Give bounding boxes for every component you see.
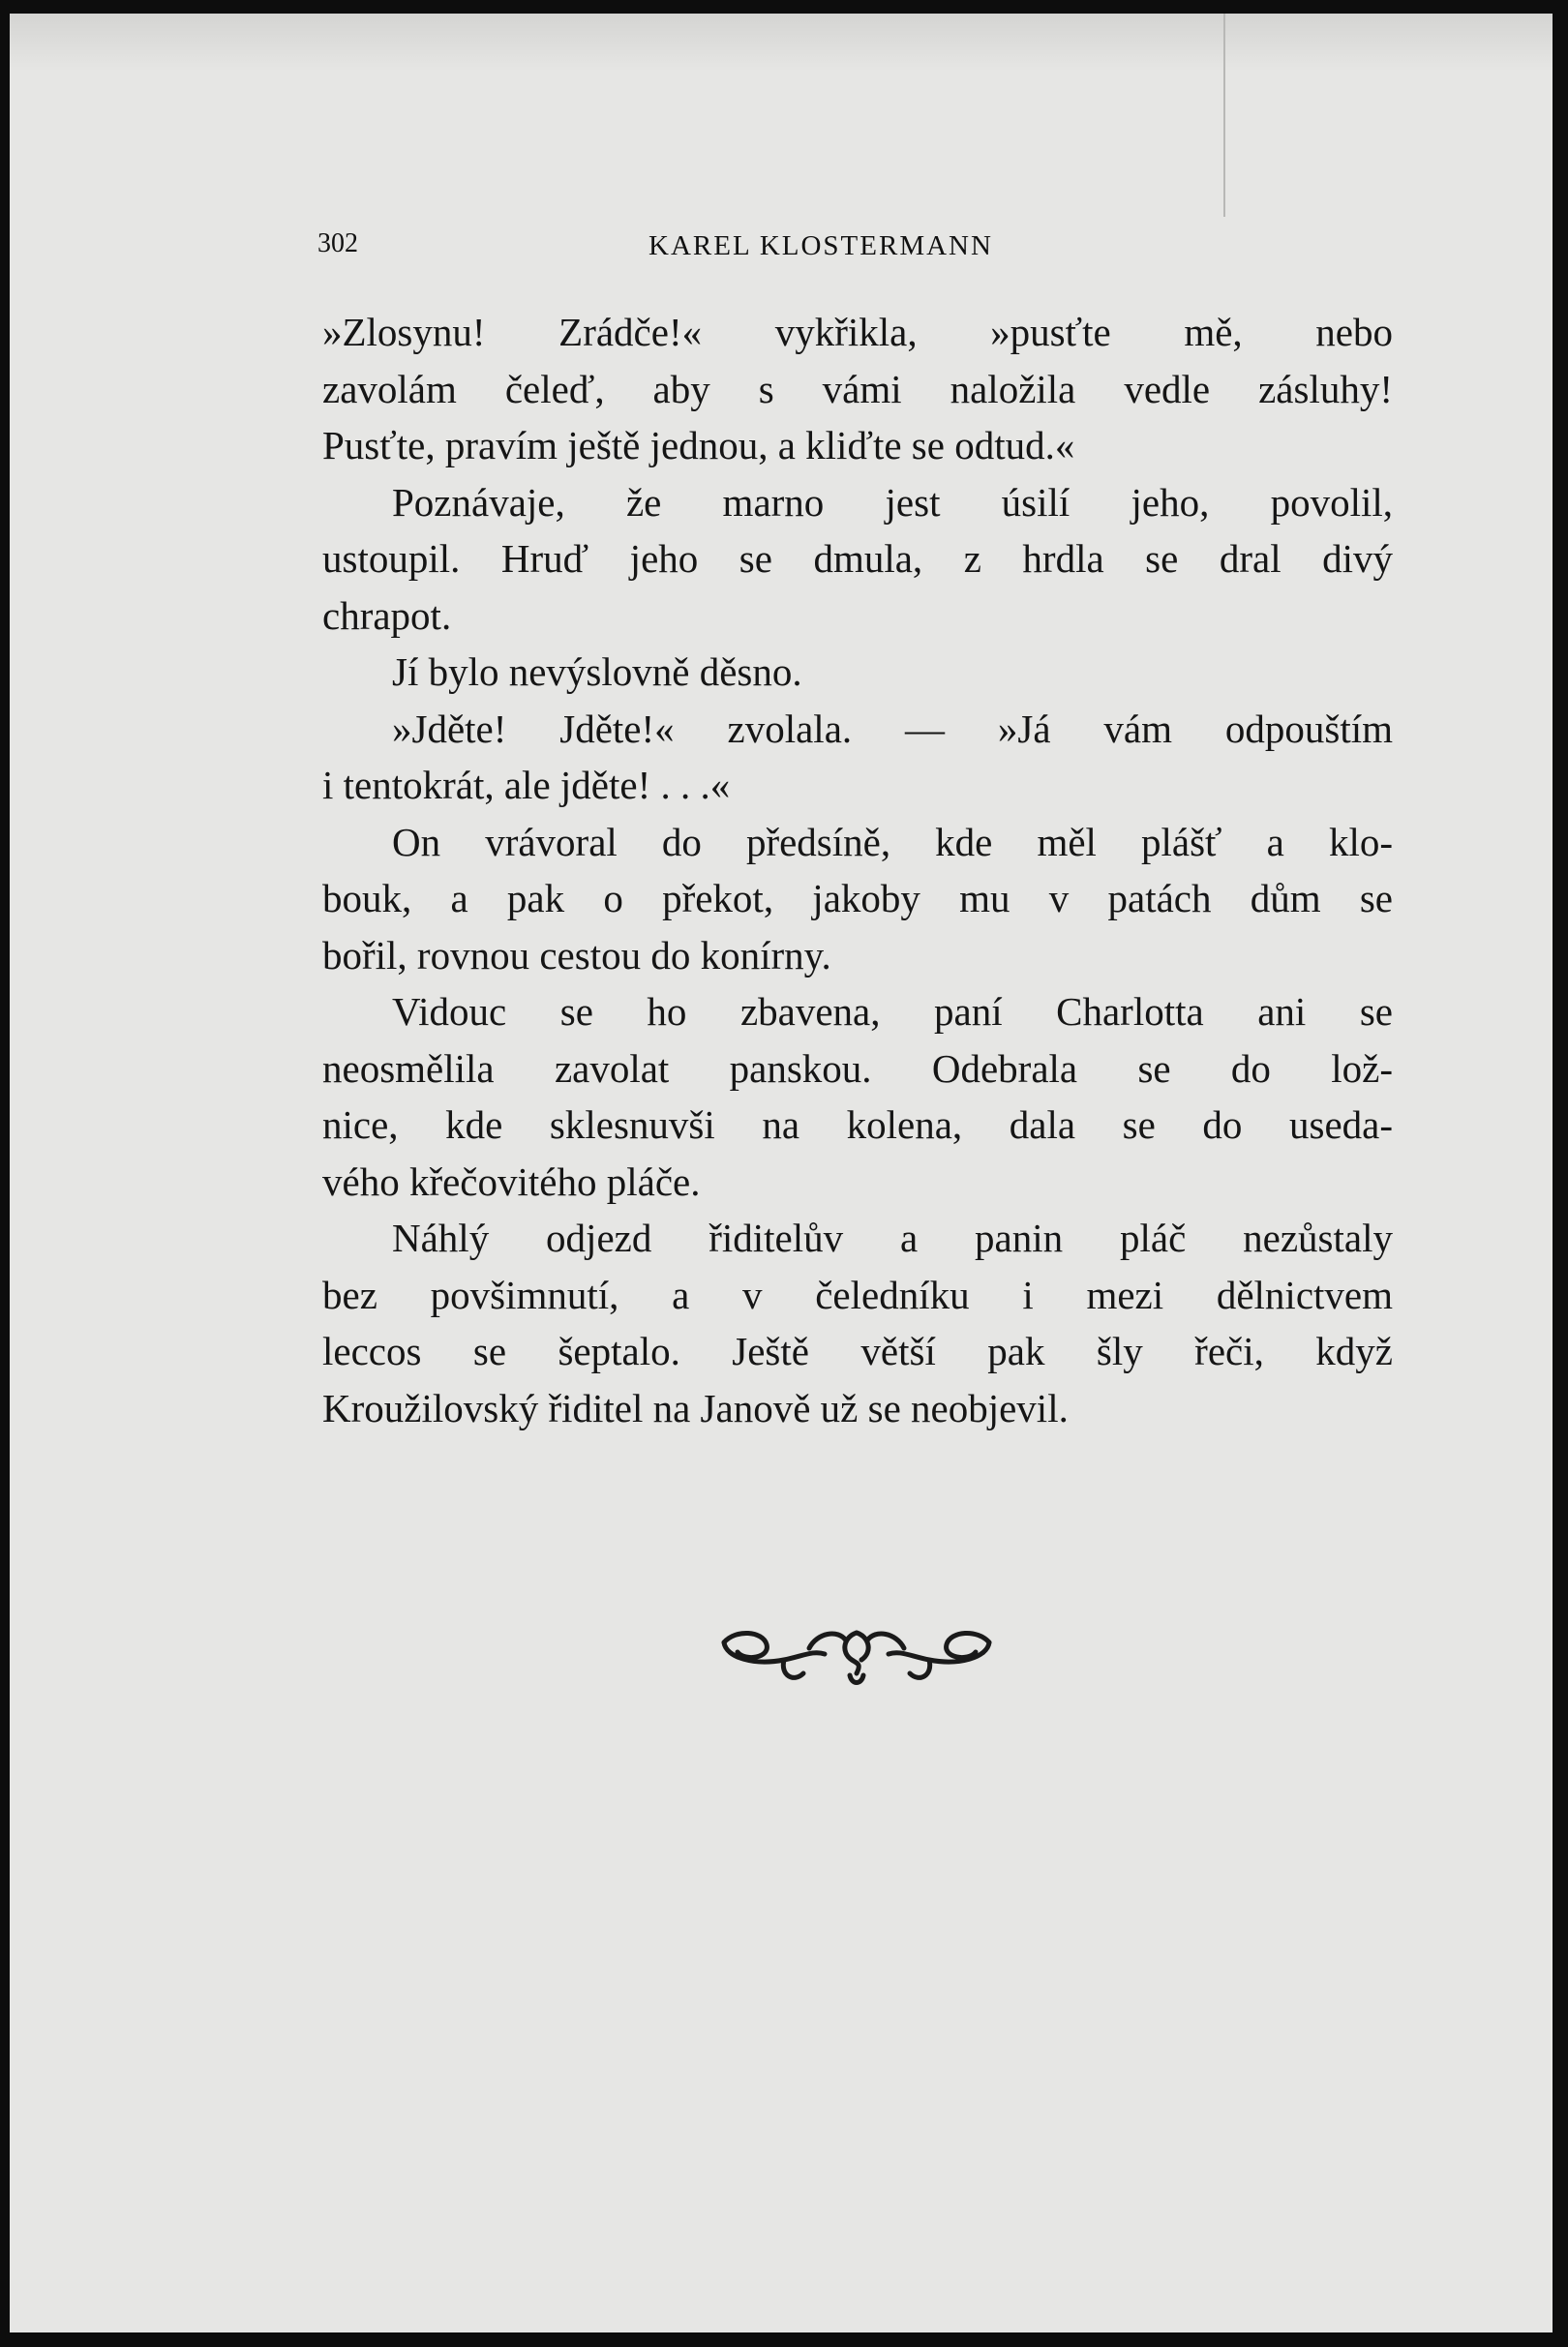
scan-artifact-line — [1223, 14, 1225, 217]
paragraph — [322, 701, 1393, 814]
text-line: Pusťte, pravím ještě jednou, a kliďte se odtud.« — [322, 423, 1075, 467]
book-page — [10, 14, 1553, 2332]
paragraph — [322, 304, 1393, 474]
text-line: Poznávaje, že marno jest úsilí jeho, povolil, — [392, 479, 1393, 525]
paragraph — [322, 983, 1393, 1210]
text-line: vého křečovitého pláče. — [322, 1158, 701, 1204]
text-line: nice, kde sklesnuvši na kolena, dala se do useda- — [322, 1102, 1393, 1147]
body-text — [322, 304, 1393, 1436]
paragraph — [322, 474, 1393, 645]
text-line: i tentokrát, ale jděte! . . .« — [322, 763, 731, 807]
text-line: zavolám čeleď, aby s vámi naložila vedle zásluhy! — [322, 366, 1393, 411]
text-line: bez povšimnutí, a v čeledníku i mezi dělnictvem — [322, 1272, 1393, 1317]
text-line: Vidouc se ho zbavena, paní Charlotta ani se — [392, 989, 1393, 1034]
text-line: Jí bylo nevýslovně děsno. — [392, 649, 802, 694]
paragraph — [322, 814, 1393, 984]
text-line: »Zlosynu! Zrádče!« vykřikla, »pusťte mě, nebo — [322, 310, 1393, 354]
text-line: »Jděte! Jděte!« zvolala. — »Já vám odpouštím — [392, 706, 1393, 751]
page-number: 302 — [317, 228, 358, 258]
text-line: Náhlý odjezd řiditelův a panin pláč nezůstaly — [392, 1216, 1393, 1260]
text-line: Kroužilovský řiditel na Janově už se neobjevil. — [322, 1385, 1069, 1430]
paragraph — [322, 644, 1393, 701]
running-head-author: KAREL KLOSTERMANN — [648, 230, 993, 261]
text-line: bořil, rovnou cestou do konírny. — [322, 932, 831, 978]
text-line: leccos se šeptalo. Ještě větší pak šly řeči, když — [322, 1329, 1393, 1373]
text-line: chrapot. — [322, 592, 452, 638]
paragraph — [322, 1210, 1393, 1436]
text-line: bouk, a pak o překot, jakoby mu v patách dům se — [322, 876, 1393, 920]
text-line: neosmělila zavolat panskou. Odebrala se do lož- — [322, 1045, 1393, 1091]
text-line: On vrávoral do předsíně, kde měl plášť a klo- — [392, 819, 1393, 864]
text-line: ustoupil. Hruď jeho se dmula, z hrdla se dral divý — [322, 536, 1393, 581]
running-head — [317, 228, 1406, 267]
floral-ornament-icon — [716, 1615, 997, 1693]
